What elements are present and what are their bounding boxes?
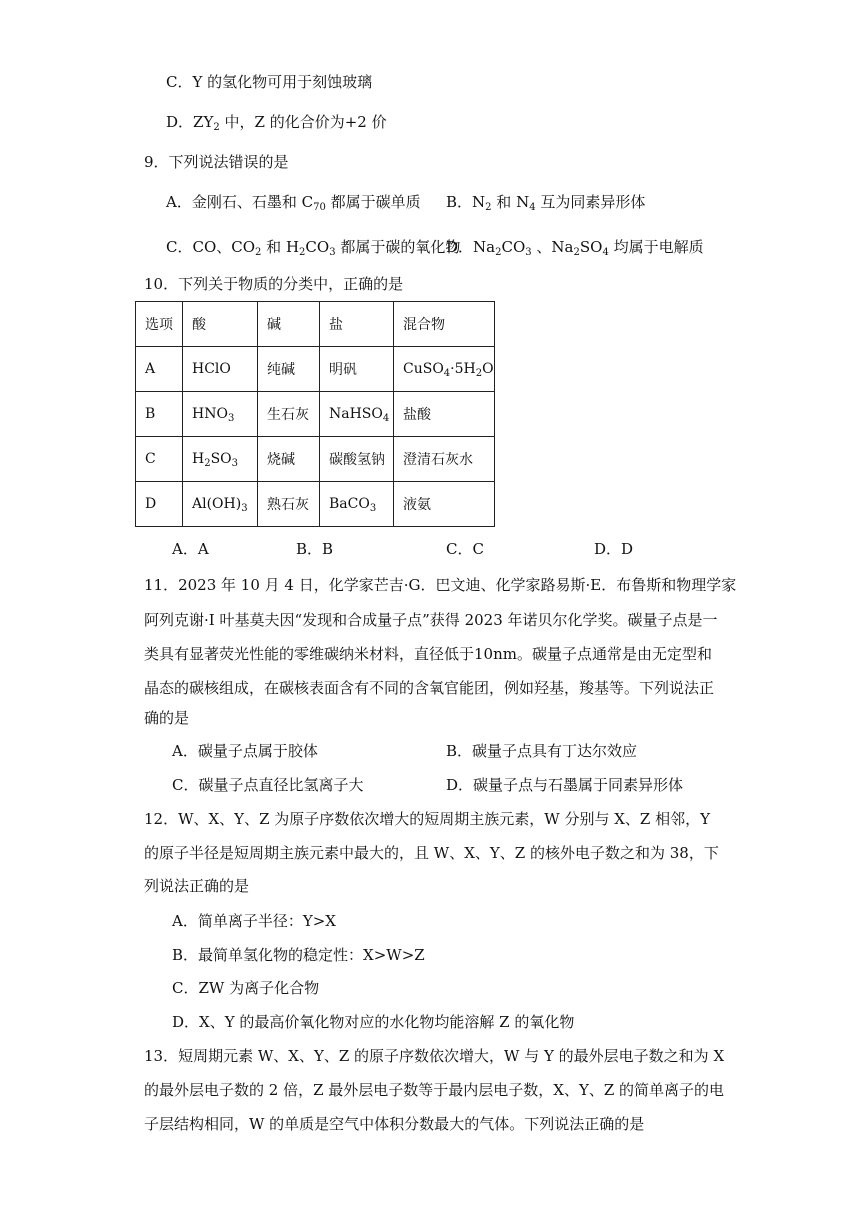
table-header-cell: 混合物 — [394, 302, 495, 347]
table-cell: C — [136, 437, 183, 482]
q9-stem: 9．下列说法错误的是 — [144, 153, 289, 171]
table-cell: NaHSO$_4$ — [320, 392, 394, 437]
q13-stem-line: 的最外层电子数的 2 倍，Z 最外层电子数等于最内层电子数，X、Y、Z 的简单离子的电 — [144, 1081, 725, 1099]
table-cell: $CuSO_4\cdot 5H_2O$ — [394, 347, 495, 392]
table-row — [136, 437, 495, 482]
q11-option-c: C．碳量子点直径比氢离子大 — [172, 776, 364, 794]
q10-option-a: A．A — [172, 540, 209, 558]
table-cell: $H_2SO_3$ — [183, 437, 258, 482]
table-cell: D — [136, 482, 183, 527]
q8-option-c: C．Y 的氢化物可用于刻蚀玻璃 — [166, 73, 373, 91]
table-cell: $HNO_3$ — [183, 392, 258, 437]
q11-option-d: D．碳量子点与石墨属于同素异形体 — [446, 776, 684, 794]
q12-option-b: B．最简单氢化物的稳定性：X>W>Z — [172, 946, 425, 964]
table-cell: 盐酸 — [394, 392, 495, 437]
q12-option-d: D．X、Y 的最高价氧化物对应的水化物均能溶解 Z 的氧化物 — [172, 1013, 575, 1031]
table-cell: $Al(OH)_3$ — [183, 482, 258, 527]
q12-option-c: C．ZW 为离子化合物 — [172, 979, 320, 997]
q13-stem-line: 13．短周期元素 W、X、Y、Z 的原子序数依次增大，W 与 Y 的最外层电子数之和为 X — [144, 1047, 725, 1065]
q12-stem-line: 列说法正确的是 — [144, 877, 250, 895]
table-cell: 明矾 — [320, 347, 394, 392]
q11-option-b: B．碳量子点具有丁达尔效应 — [446, 742, 638, 760]
q11-stem-line: 11．2023 年 10 月 4 日，化学家芒吉·G．巴文迪、化学家路易斯·E．布鲁斯和物理学家 — [144, 576, 737, 594]
q9-option-a: A．金刚石、石墨和 $C_{70}$ 都属于碳单质 — [166, 193, 421, 213]
table-cell: 熟石灰 — [258, 482, 320, 527]
table-cell: 澄清石灰水 — [394, 437, 495, 482]
q11-stem-line: 晶态的碳核组成，在碳核表面含有不同的含氧官能团，例如羟基，羧基等。下列说法正 — [144, 679, 715, 697]
table-header-cell: 酸 — [183, 302, 258, 347]
q10-option-d: D．D — [594, 540, 634, 558]
table-header-cell: 盐 — [320, 302, 394, 347]
table-header-row — [136, 302, 495, 347]
q11-stem-line: 类具有显著荧光性能的零维碳纳米材料，直径低于10nm。碳量子点通常是由无定型和 — [144, 645, 712, 663]
q11-stem-line: 确的是 — [144, 709, 190, 727]
table-cell: 纯碱 — [258, 347, 320, 392]
table-row — [136, 392, 495, 437]
q12-option-a: A．简单离子半径：Y>X — [172, 912, 336, 930]
q9-option-d: D．$Na_2CO_3$ 、$Na_2SO_4$ 均属于电解质 — [446, 238, 704, 258]
q9-option-b: B．$N_2$ 和 $N_4$ 互为同素异形体 — [446, 193, 646, 213]
table-row — [136, 347, 495, 392]
table-cell: 烧碱 — [258, 437, 320, 482]
table-cell: A — [136, 347, 183, 392]
q9-option-c: C．CO、$CO_2$ 和 $H_2CO_3$ 都属于碳的氧化物 — [166, 238, 461, 258]
table-cell: 碳酸氢钠 — [320, 437, 394, 482]
table-row — [136, 482, 495, 527]
table-cell: B — [136, 392, 183, 437]
classification-table — [135, 301, 495, 527]
q8-option-d: D．$ZY_2$ 中，Z 的化合价为+2 价 — [166, 113, 387, 133]
table-cell: BaCO$_3$ — [320, 482, 394, 527]
q11-stem-line: 阿列克谢·I 叶基莫夫因“发现和合成量子点”获得 2023 年诺贝尔化学奖。碳量子点是一 — [144, 611, 718, 629]
table-header-cell: 碱 — [258, 302, 320, 347]
table-cell: HClO — [183, 347, 258, 392]
table-cell: 液氨 — [394, 482, 495, 527]
q13-stem-line: 子层结构相同，W 的单质是空气中体积分数最大的气体。下列说法正确的是 — [144, 1115, 645, 1133]
q12-stem-line: 12．W、X、Y、Z 为原子序数依次增大的短周期主族元素，W 分别与 X、Z 相邻，Y — [144, 810, 711, 828]
table-header-cell: 选项 — [136, 302, 183, 347]
table-cell: 生石灰 — [258, 392, 320, 437]
q10-stem: 10．下列关于物质的分类中，正确的是 — [144, 275, 404, 293]
q10-option-b: B．B — [296, 540, 334, 558]
q10-option-c: C．C — [446, 540, 484, 558]
q12-stem-line: 的原子半径是短周期主族元素中最大的，且 W、X、Y、Z 的核外电子数之和为 38，下 — [144, 844, 719, 862]
q11-option-a: A．碳量子点属于胶体 — [172, 742, 318, 760]
